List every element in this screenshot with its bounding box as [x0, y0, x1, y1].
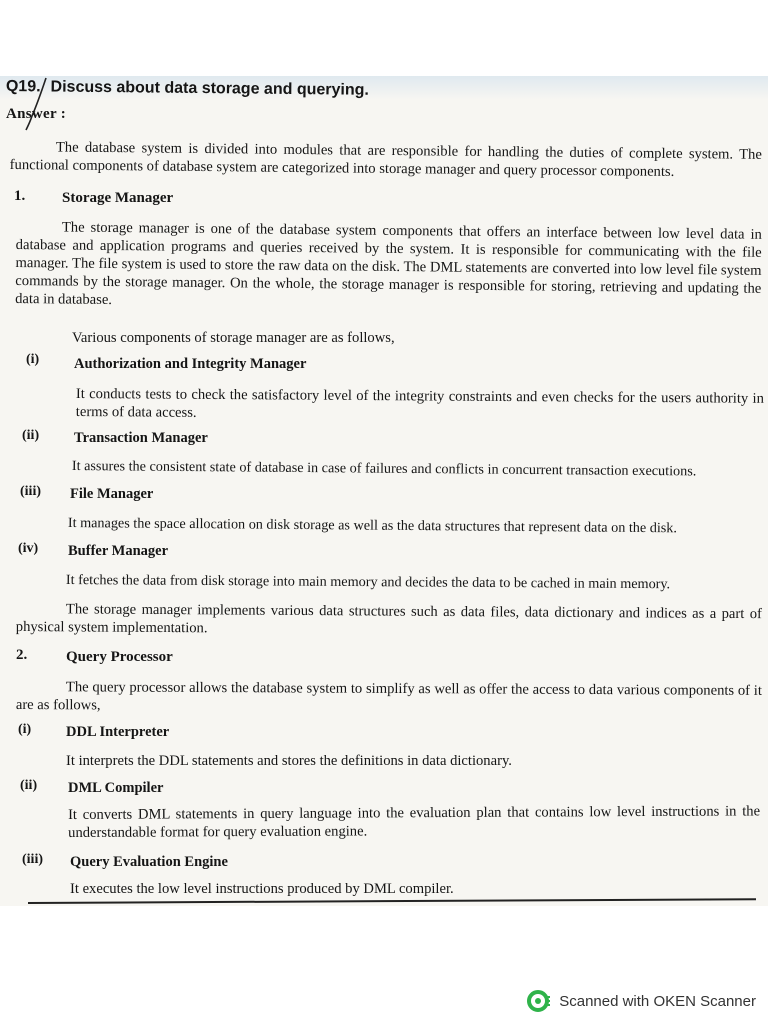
item-1-title: Authorization and Integrity Manager: [74, 356, 307, 372]
qp-item-2-title: DML Compiler: [68, 780, 164, 796]
qp-item-2-number: (ii): [20, 778, 38, 793]
question-number: Q19.: [5, 78, 41, 96]
section-2-body: The query processor allows the database system to simplify as well as offer the access to data various components of it are as follows,: [15, 679, 762, 714]
item-2-title: Transaction Manager: [74, 430, 208, 446]
question-title: Discuss about data storage and querying.: [50, 78, 369, 99]
section-1-closing: The storage manager implements various data structures such as data files, data dictionary and indices as a part of physical system implementation.: [15, 601, 762, 637]
item-2-number: (ii): [22, 428, 40, 443]
section-1-body: The storage manager is one of the database system components that offers an interface between low level data in database and application programs and queries received by the system. It is responsible for communicating with the file manager. The file system is used to store the raw data on the disk. The DML statements are converted into low level file system commands by the storage manager. On the whole, the storage manager is responsible for storing, retrieving and updating the data in database.: [15, 219, 762, 309]
item-4-number: (iv): [18, 541, 39, 556]
item-3-number: (iii): [20, 484, 41, 499]
qp-item-1-number: (i): [18, 722, 32, 737]
question-heading: [6, 78, 369, 100]
item-4-title: Buffer Manager: [68, 543, 168, 559]
item-4-text: It fetches the data from disk storage into main memory and decides the data to be cached in main memory.: [65, 572, 671, 593]
qp-item-2-text: It converts DML statements in query language into the evaluation plan that contains low level instructions in the understandable format for query evaluation engine.: [68, 803, 761, 841]
qp-item-3-number: (iii): [22, 852, 43, 867]
item-1-number: (i): [26, 352, 40, 367]
section-1-number: 1.: [14, 188, 26, 204]
answer-label: Answer :: [6, 106, 67, 122]
components-intro: Various components of storage manager are as follows,: [72, 330, 395, 346]
intro-paragraph: The database system is divided into modules that are responsible for handling the duties of complete system. The functional components of database system are categorized into storage manager and query processor components.: [9, 139, 762, 180]
section-2-title: Query Processor: [66, 649, 173, 665]
item-3-title: File Manager: [70, 486, 154, 502]
oken-scanner-logo-icon: [527, 989, 551, 1013]
item-3-text: It manages the space allocation on disk storage as well as the data structures that represent data on the disk.: [67, 514, 678, 537]
handwritten-tick-icon: [24, 76, 54, 134]
qp-item-3-text: It executes the low level instructions produced by DML compiler.: [70, 881, 454, 897]
qp-item-3-title: Query Evaluation Engine: [70, 854, 228, 870]
scanner-text: Scanned with OKEN Scanner: [559, 992, 756, 1010]
item-2-text: It assures the consistent state of database in case of failures and conflicts in concurrent transaction executions.: [71, 457, 697, 480]
scanner-watermark: [527, 989, 756, 1013]
qp-item-1-text: It interprets the DDL statements and stores the definitions in data dictionary.: [66, 753, 512, 769]
section-1-title: Storage Manager: [62, 190, 174, 206]
section-2-number: 2.: [16, 647, 28, 663]
item-1-text: It conducts tests to check the satisfactory level of the integrity constraints and even checks for the users authority in terms of data access.: [75, 385, 764, 421]
qp-item-1-title: DDL Interpreter: [66, 724, 170, 740]
